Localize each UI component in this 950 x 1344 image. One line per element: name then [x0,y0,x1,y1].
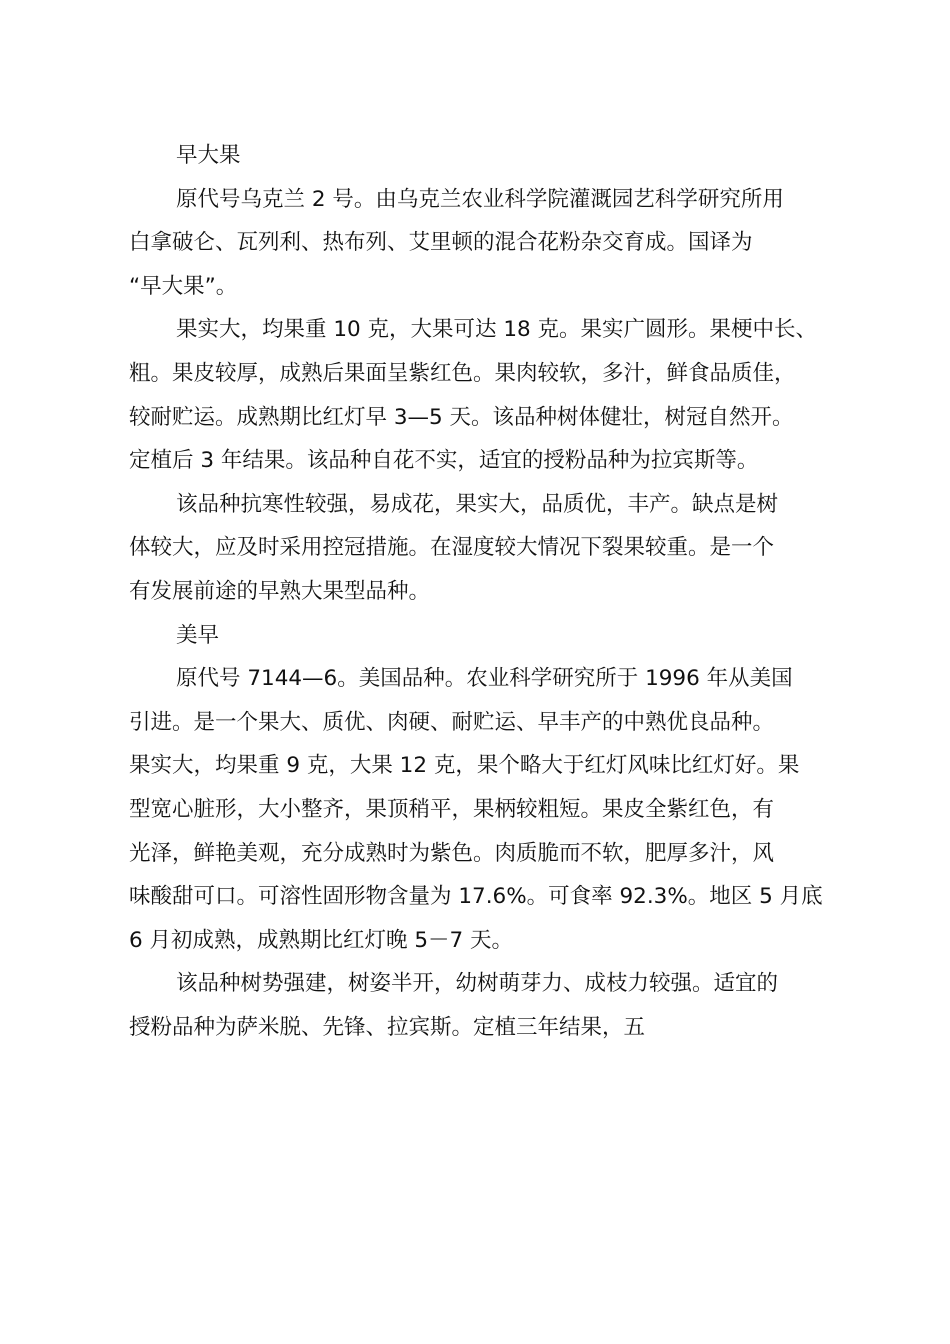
paragraph-line: 原代号乌克兰 2 号。由乌克兰农业科学院灌溉园艺科学研究所用 [176,186,784,212]
paragraph-line: 引进。是一个果大、质优、肉硬、耐贮运、早丰产的中熟优良品种。 [129,709,775,735]
section-heading-meizao: 美早 [176,622,220,648]
paragraph-line: 体较大，应及时采用控冠措施。在湿度较大情况下裂果较重。是一个 [129,535,775,561]
paragraph-line: 较耐贮运。成熟期比红灯早 3—5 天。该品种树体健壮，树冠自然开。 [129,404,794,430]
paragraph-line: 该品种抗寒性较强，易成花，果实大，品质优，丰产。缺点是树 [176,491,779,517]
paragraph-line: 原代号 7144—6。美国品种。农业科学研究所于 1996 年从美国 [176,666,793,692]
paragraph-line: “早大果”。 [129,273,238,299]
paragraph-line: 定植后 3 年结果。该品种自花不实，适宜的授粉品种为拉宾斯等。 [129,448,759,474]
paragraph-line: 果实大，均果重 10 克，大果可达 18 克。果实广圆形。果梗中长、 [176,317,818,343]
paragraph-line: 味酸甜可口。可溶性固形物含量为 17.6%。可食率 92.3%。地区 5 月底 [129,884,823,910]
paragraph-line: 授粉品种为萨米脱、先锋、拉宾斯。定植三年结果，五 [129,1014,646,1040]
paragraph-line: 果实大，均果重 9 克，大果 12 克，果个略大于红灯风味比红灯好。果 [129,753,800,779]
paragraph-line: 型宽心脏形，大小整齐，果顶稍平，果柄较粗短。果皮全紫红色，有 [129,796,775,822]
paragraph-line: 白拿破仑、瓦列利、热布列、艾里顿的混合花粉杂交育成。国译为 [129,230,753,256]
paragraph-line: 光泽，鲜艳美观，充分成熟时为紫色。肉质脆而不软，肥厚多汁，风 [129,840,775,866]
paragraph-line: 粗。果皮较厚，成熟后果面呈紫红色。果肉较软，多汁，鲜食品质佳， [129,360,796,386]
paragraph-line: 有发展前途的早熟大果型品种。 [129,578,431,604]
paragraph-line: 该品种树势强建，树姿半开，幼树萌芽力、成枝力较强。适宜的 [176,971,779,997]
paragraph-line: 6 月初成熟，成熟期比红灯晚 5－7 天。 [129,927,514,953]
document-body [129,134,841,1049]
section-heading-zaodaguo: 早大果 [176,143,241,168]
